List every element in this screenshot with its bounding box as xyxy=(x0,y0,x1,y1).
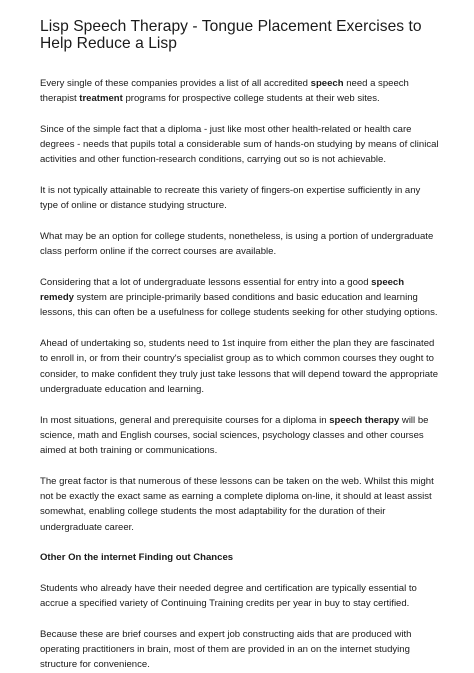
paragraph xyxy=(40,229,440,260)
paragraph xyxy=(40,581,440,612)
text-run: Students who already have their needed degree and certification are typically essential to accrue a specified variety of Continuing Training credits per year in buy to stay certified. xyxy=(40,582,417,610)
text-run: programs for prospective college students at their web sites. xyxy=(122,93,380,105)
text-run: Because these are brief courses and expert job constructing aids that are produced with operating practitioners in brain, most of them are provided in an on the internet studying structure for convenience. xyxy=(40,628,412,671)
paragraph xyxy=(40,336,440,397)
paragraph xyxy=(40,474,440,535)
text-run: What may be an option for college students, nonetheless, is using a portion of undergraduate class perform online if the correct courses are available. xyxy=(40,230,434,258)
bold-keyword: speech therapy xyxy=(329,414,400,426)
text-run: need a speech therapist xyxy=(40,78,409,105)
paragraph xyxy=(40,76,440,107)
paragraph xyxy=(40,627,440,673)
paragraph xyxy=(40,183,440,214)
text-run: It is not typically attainable to recreate this variety of fingers-on expertise sufficiently in any type of online or distance studying structure. xyxy=(40,185,421,212)
text-run: Considering that a lot of undergraduate lessons essential for entry into a good xyxy=(40,276,372,288)
text-run: Every single of these companies provides a list of all accredited xyxy=(40,78,311,89)
text-run: The great factor is that numerous of these lessons can be taken on the web. Whilst this might not be exactly the exact same as earning a complete diploma on-line, it should at least assist somewhat, enabling college students the most adaptability for the duration of their undergraduate career. xyxy=(40,475,434,533)
paragraph xyxy=(40,275,440,321)
text-run: Since of the simple fact that a diploma - just like most other health-related or health care degrees - needs that pupils total a considerable sum of hands-on studying by means of clinical activities and other function-research conditions, carrying out so is not achievable. xyxy=(40,123,439,166)
text-run: will be science, math and English courses, social sciences, psychology classes and other courses aimed at both training or communications. xyxy=(40,414,429,457)
text-run: system are principle-primarily based conditions and basic education and learning lessons, this can often be a usefulness for college students seeking for other studying options. xyxy=(40,292,438,319)
text-run: Other On the internet Finding out Chances xyxy=(40,552,234,564)
text-run: Ahead of undertaking so, students need to 1st inquire from either the plan they are fascinated to enroll in, or from their country's specialist group as to which common courses they ought to consider, to make confident they truly just take lessons that will depend toward the appropriate undergraduate education and learning. xyxy=(40,338,439,395)
bold-keyword: speech xyxy=(310,78,344,89)
bold-keyword: speech remedy xyxy=(40,276,405,304)
document-title: Lisp Speech Therapy - Tongue Placement Exercises to Help Reduce a Lisp xyxy=(40,18,422,52)
document-body xyxy=(40,76,440,673)
paragraph xyxy=(40,413,440,459)
bold-keyword: treatment xyxy=(79,93,123,105)
text-run: In most situations, general and prerequisite courses for a diploma in xyxy=(40,414,330,426)
section-heading xyxy=(40,550,440,565)
paragraph xyxy=(40,122,440,168)
